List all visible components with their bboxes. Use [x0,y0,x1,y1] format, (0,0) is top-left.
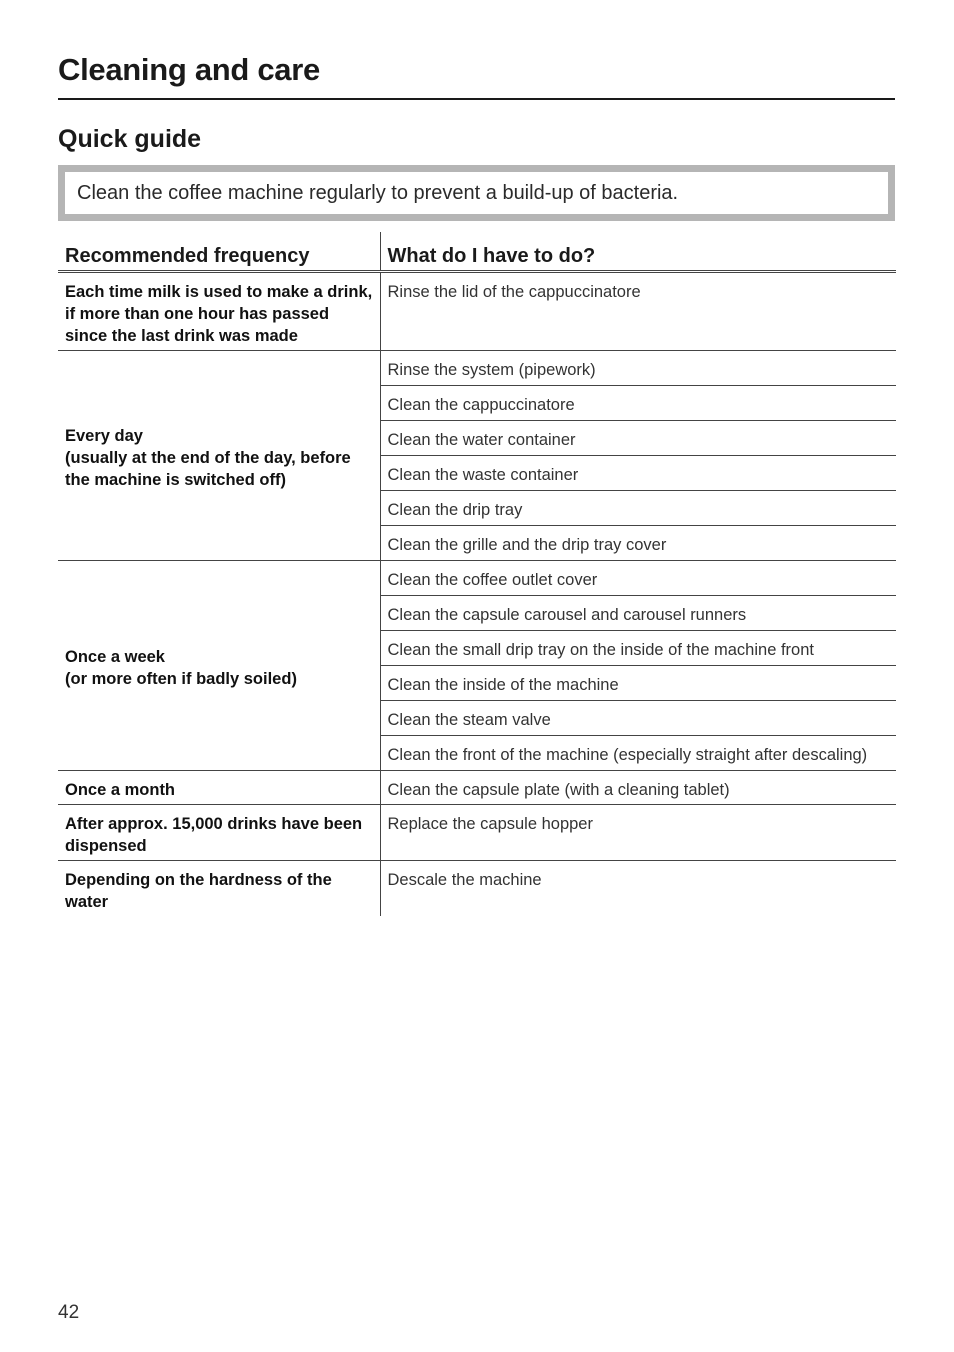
note-box [58,165,895,221]
task-cell: Clean the water container [380,421,896,456]
frequency-cell: Once a month [58,771,380,805]
frequency-cell: Every day (usually at the end of the day, before the machine is switched off) [58,351,380,561]
table-row [58,272,896,351]
frequency-cell: Each time milk is used to make a drink, if more than one hour has passed since the last drink was made [58,272,380,351]
column-header-frequency: Recommended frequency [58,232,380,272]
note-text: Clean the coffee machine regularly to prevent a build-up of bacteria. [77,181,679,204]
frequency-cell: Depending on the hardness of the water [58,861,380,917]
task-cell: Clean the coffee outlet cover [380,561,896,596]
task-cell: Clean the grille and the drip tray cover [380,526,896,561]
task-cell: Clean the small drip tray on the inside of the machine front [380,631,896,666]
task-cell: Clean the front of the machine (especially straight after descaling) [380,736,896,771]
task-cell: Clean the waste container [380,456,896,491]
task-cell: Clean the capsule carousel and carousel runners [380,596,896,631]
task-cell: Descale the machine [387,871,542,889]
task-cell: Clean the inside of the machine [380,666,896,701]
table-row [58,561,896,596]
table-header-row [58,232,896,272]
title-divider [58,98,895,100]
task-cell: Clean the steam valve [380,701,896,736]
task-cell: Clean the capsule plate (with a cleaning tablet) [380,771,896,805]
page-title: Cleaning and care [58,52,320,87]
task-cell: Replace the capsule hopper [380,805,896,861]
column-header-action: What do I have to do? [380,232,896,272]
frequency-cell: Once a week (or more often if badly soiled) [58,561,380,771]
section-title: Quick guide [58,125,202,153]
task-cell: Rinse the lid of the cappuccinatore [380,272,896,351]
table-row [58,861,896,917]
task-cell: Clean the drip tray [380,491,896,526]
table-row [58,771,896,805]
table-body [58,272,896,917]
task-cell: Rinse the system (pipework) [380,351,896,386]
table-row [58,805,896,861]
task-cell: Clean the cappuccinatore [380,386,896,421]
frequency-cell: After approx. 15,000 drinks have been dispensed [58,805,380,861]
cleaning-schedule-table [58,232,896,916]
table-row [58,351,896,386]
page-number: 42 [58,1302,80,1323]
